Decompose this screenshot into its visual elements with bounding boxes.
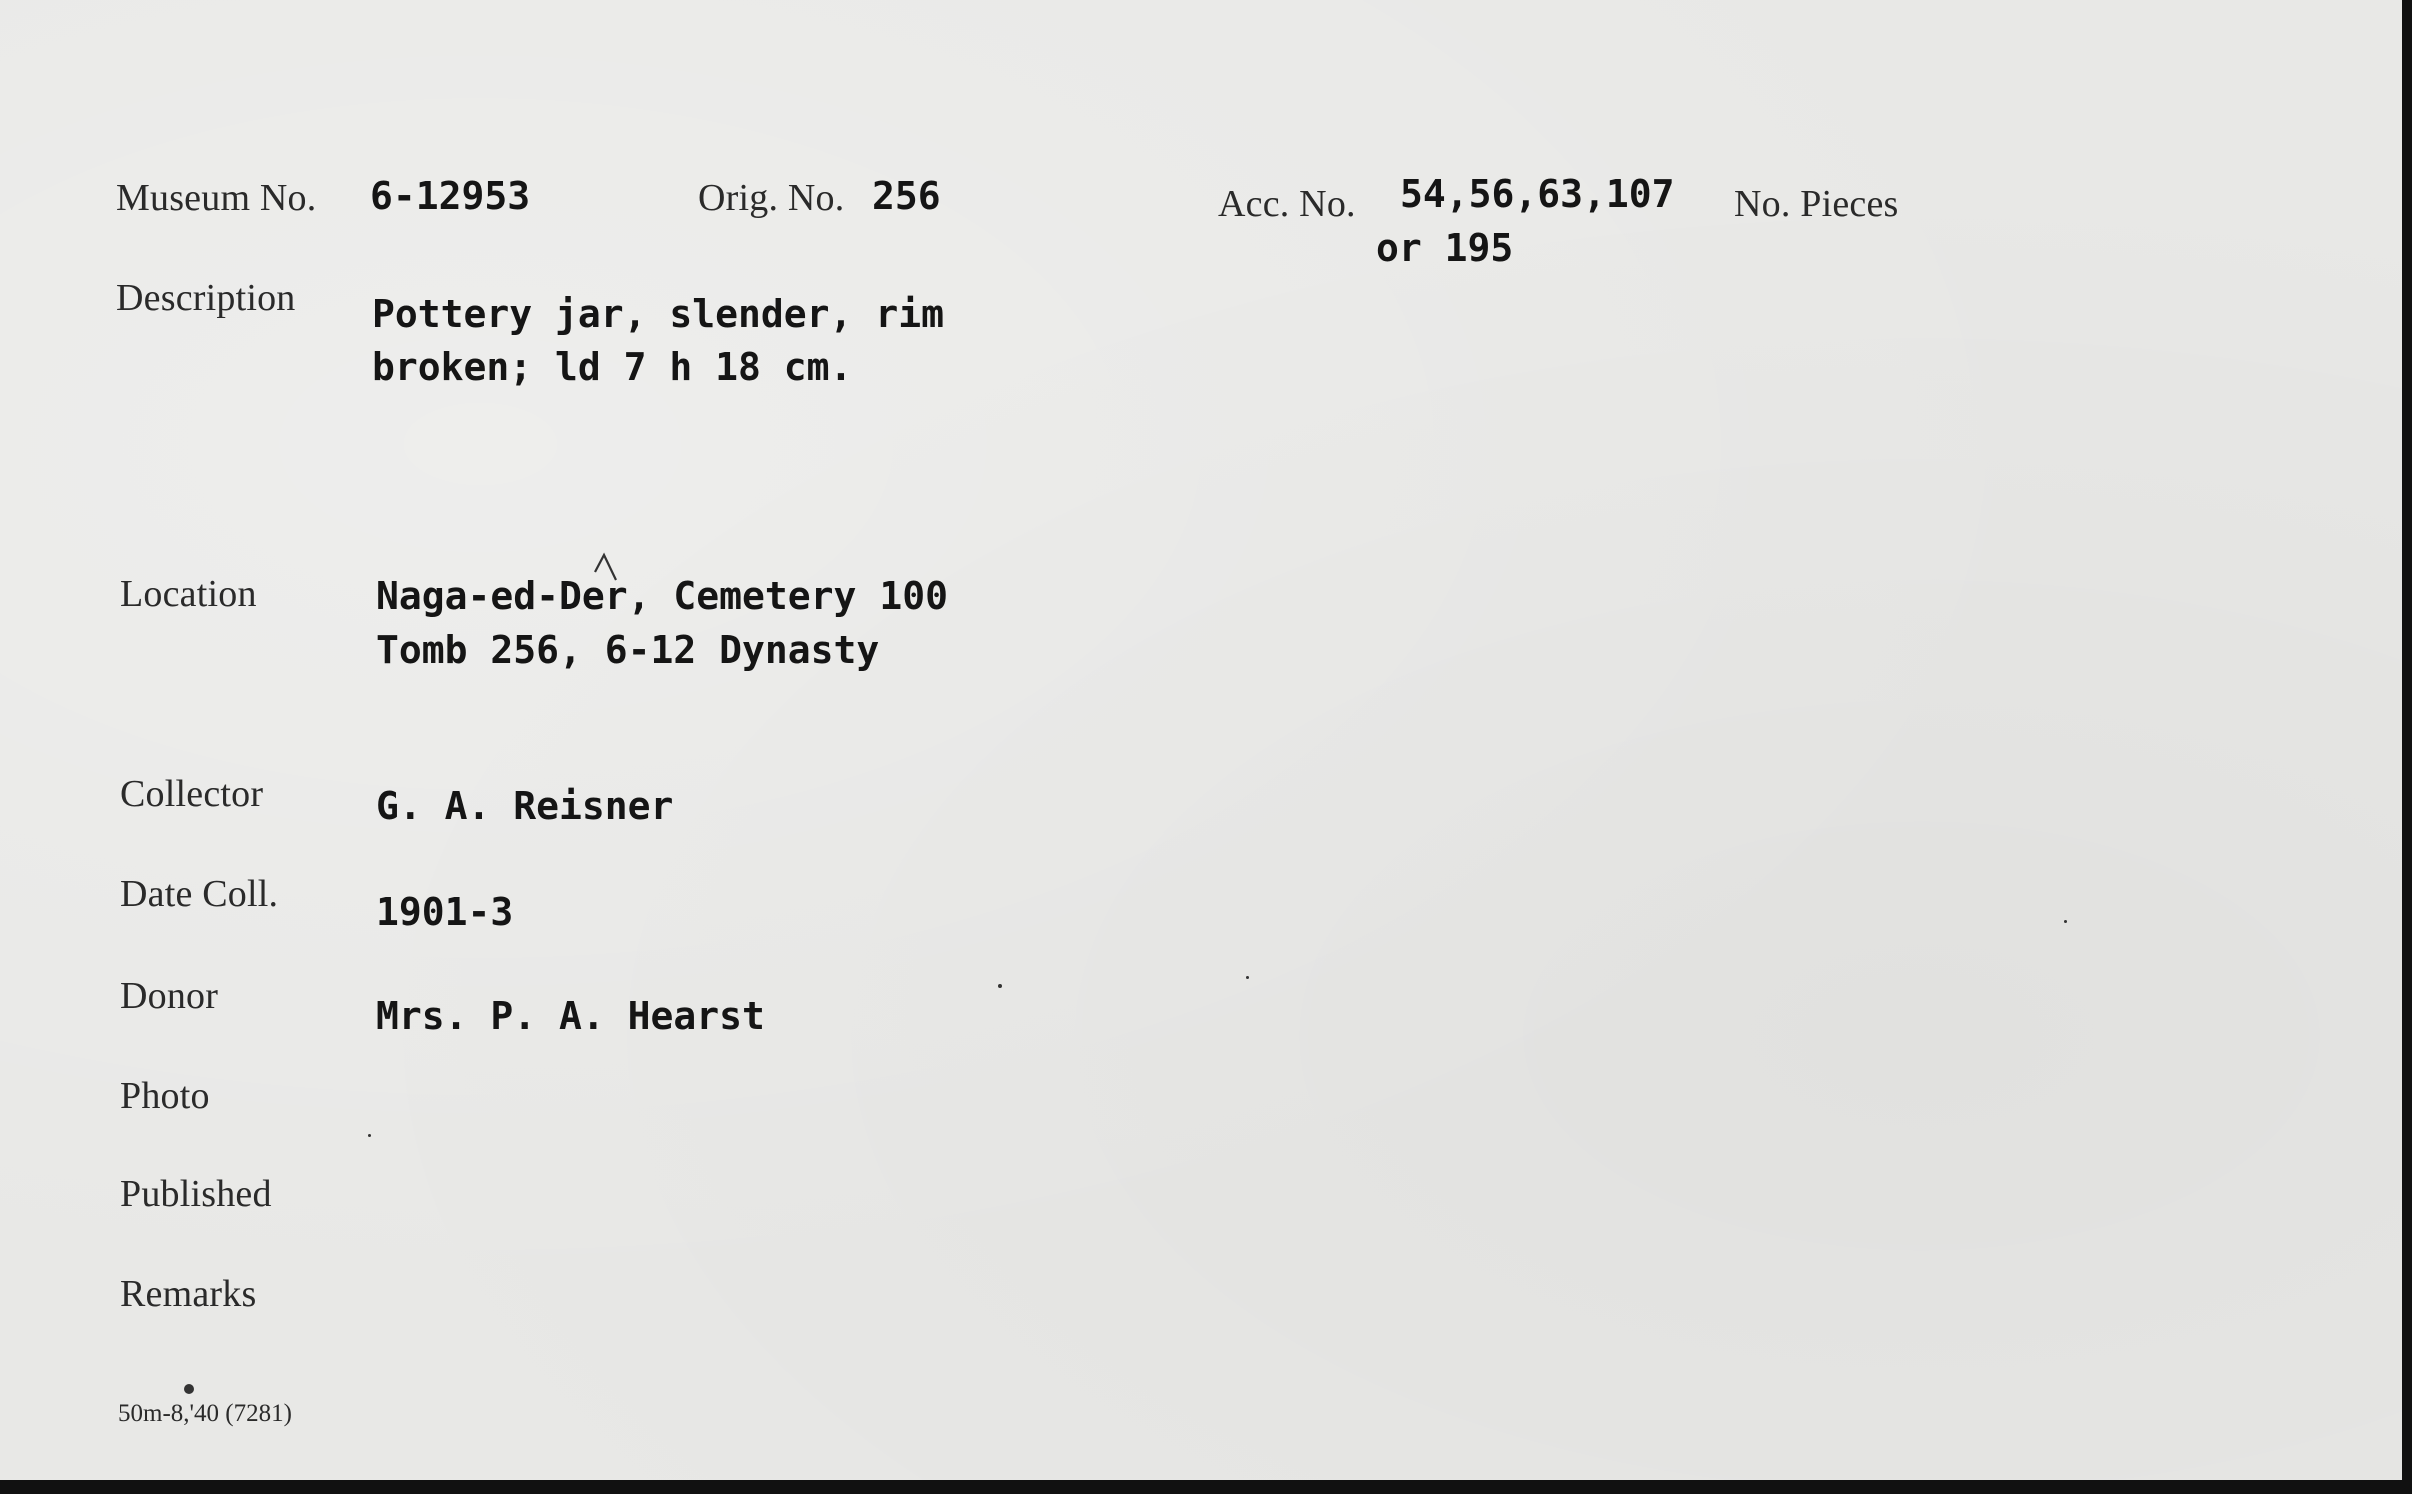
date-coll-value: 1901-3 bbox=[376, 890, 514, 934]
speck bbox=[2064, 920, 2067, 923]
remarks-label: Remarks bbox=[120, 1273, 257, 1315]
location-value-line2: Tomb 256, 6-12 Dynasty bbox=[376, 628, 880, 672]
speck bbox=[1246, 976, 1249, 979]
acc-no-value-line1: 54,56,63,107 bbox=[1400, 172, 1675, 216]
donor-value: Mrs. P. A. Hearst bbox=[376, 994, 765, 1038]
speck bbox=[998, 984, 1002, 988]
speck bbox=[368, 1134, 371, 1137]
donor-label: Donor bbox=[120, 975, 219, 1017]
collector-value: G. A. Reisner bbox=[376, 784, 674, 828]
acc-no-label: Acc. No. bbox=[1218, 183, 1356, 225]
museum-no-value: 6-12953 bbox=[370, 174, 531, 218]
collector-label: Collector bbox=[120, 773, 264, 815]
date-coll-label: Date Coll. bbox=[120, 873, 279, 915]
description-label: Description bbox=[116, 277, 296, 319]
orig-no-value: 256 bbox=[872, 174, 941, 218]
museum-no-label: Museum No. bbox=[116, 177, 317, 219]
description-value-line1: Pottery jar, slender, rim bbox=[372, 292, 944, 336]
no-pieces-label: No. Pieces bbox=[1734, 183, 1899, 225]
photo-label: Photo bbox=[120, 1075, 210, 1117]
description-value-line2: broken; ld 7 h 18 cm. bbox=[372, 345, 853, 389]
location-value-line1: Naga-ed-Der, Cemetery 100 bbox=[376, 574, 948, 618]
acc-no-value-line2: or 195 bbox=[1376, 226, 1514, 270]
location-label: Location bbox=[120, 573, 257, 615]
ink-dot bbox=[184, 1384, 194, 1394]
print-code: 50m-8,'40 (7281) bbox=[118, 1400, 292, 1427]
orig-no-label: Orig. No. bbox=[698, 177, 845, 219]
published-label: Published bbox=[120, 1173, 272, 1215]
